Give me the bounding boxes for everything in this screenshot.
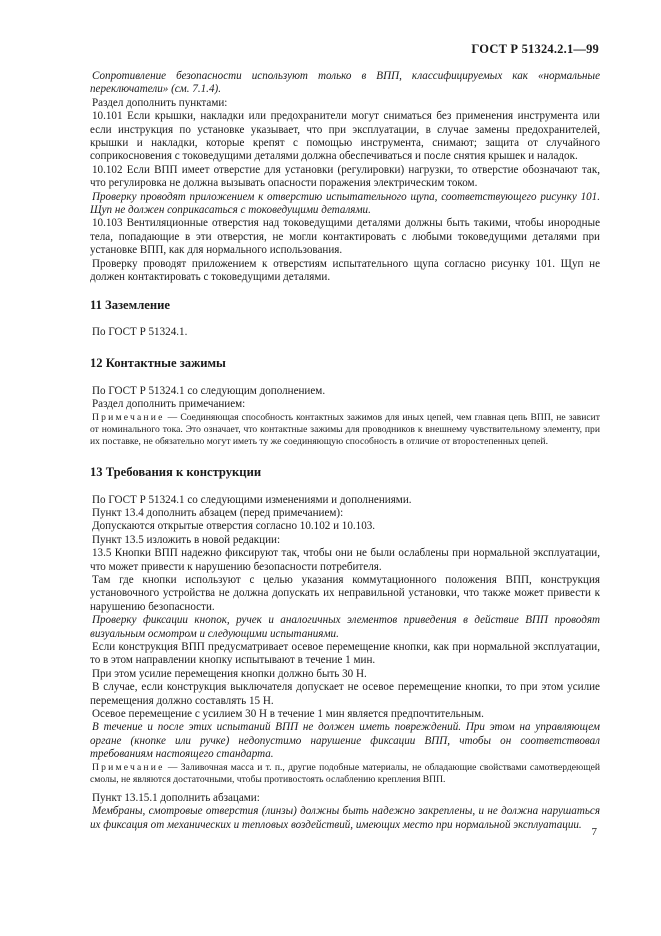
paragraph: Пункт 13.5 изложить в новой редакции: bbox=[92, 533, 281, 546]
paragraph: Раздел дополнить примечанием: bbox=[92, 398, 246, 411]
document-body bbox=[90, 70, 600, 832]
paragraph: По ГОСТ Р 51324.1. bbox=[92, 325, 188, 338]
paragraph: 10.101 Если крышки, накладки или предохранители могут сниматься без применения инструмента или если инструкция по установке указывает, что при эксплуатации, в случае замены предохранителей, крышки и накладки, которые крепят с помощью инструмента, снимают; защита от случайного соприкосновения с токоведущими деталями должна обеспечиваться и после снятия крышек и наладок. bbox=[90, 110, 600, 163]
paragraph: Мембраны, смотровые отверстия (линзы) должны быть надежно закреплены, и не должна нарушаться их фиксация от механических и тепловых воздействий, имеющих место при нормальной эксплуатации. bbox=[90, 805, 600, 831]
note-text: — Соединяющая способность контактных зажимов для иных цепей, чем главная цепь ВПП, не зависит от номинального тока. Это означает, что контактные зажимы для проводников к внешнему чувствительному элементу, при их поставке, не обязательно могут иметь ту же соединяющую способность в отличие от второстепенных цепей. bbox=[90, 411, 600, 447]
paragraph: Пункт 13.4 дополнить абзацем (перед примечанием): bbox=[92, 506, 344, 519]
paragraph: Там где кнопки используют с целью указания коммутационного положения ВПП, конструкция установочного устройства не должна допускать их неправильной установки, что также может привести к нарушению безопасности. bbox=[90, 573, 600, 613]
paragraph: В течение и после этих испытаний ВПП не должен иметь повреждений. При этом на управляющем органе (кнопке или ручке) недопустимо нарушение фиксации ВПП, чтобы он соответствовал требованиям настоящего стандарта. bbox=[90, 721, 600, 761]
paragraph: Проверку проводят приложением к отверстию испытательного щупа, соответствующего рисунку 101. Щуп не должен соприкасаться с токоведущими деталями. bbox=[90, 190, 600, 217]
section-heading-13: 13 Требования к конструкции bbox=[90, 465, 262, 480]
paragraph: 10.103 Вентиляционные отверстия над токоведущими деталями должны быть такими, чтобы инородные тела, попадающие в эти отверстия, не могли контактировать с любыми токоведущими деталями при установке ВПП, как для нормального использования. bbox=[90, 217, 600, 257]
page-header: ГОСТ Р 51324.2.1—99 bbox=[471, 42, 599, 56]
section-heading-11: 11 Заземление bbox=[90, 297, 170, 312]
note-label: Примечание bbox=[92, 761, 165, 773]
note bbox=[90, 412, 600, 449]
paragraph: По ГОСТ Р 51324.1 со следующим дополнением. bbox=[92, 384, 326, 397]
note bbox=[90, 762, 600, 786]
paragraph: Допускаются открытые отверстия согласно 10.102 и 10.103. bbox=[92, 520, 376, 533]
paragraph: Пункт 13.15.1 дополнить абзацами: bbox=[92, 792, 260, 805]
paragraph: 10.102 Если ВПП имеет отверстие для установки (регулировки) нагрузки, то отверстие обозначают так, что регулировка не должна вызывать опасности поражения электрическим током. bbox=[90, 163, 600, 190]
paragraph: При этом усилие перемещения кнопки должно быть 30 Н. bbox=[92, 667, 367, 680]
paragraph: В случае, если конструкция выключателя допускает не осевое перемещение кнопки, то при этом усилие перемещения должно составлять 15 Н. bbox=[90, 681, 600, 707]
paragraph: Сопротивление безопасности используют только в ВПП, классифицируемых как «нормальные переключатели» (см. 7.1.4). bbox=[90, 70, 600, 96]
note-text: — Заливочная масса и т. п., другие подобные материалы, не обладающие свойствами самотвердеющей смолы, не являются достаточными, чтобы противостоять ослаблению крепления ВПП. bbox=[90, 761, 600, 785]
page-number: 7 bbox=[591, 826, 597, 838]
paragraph: Проверку проводят приложением к отверстиям испытательного щупа согласно рисунку 101. Щуп не должен контактировать с токоведущими деталями. bbox=[90, 257, 600, 284]
note-label: Примечание bbox=[92, 411, 165, 423]
paragraph: Раздел дополнить пунктами: bbox=[92, 96, 228, 109]
paragraph: 13.5 Кнопки ВПП надежно фиксируют так, чтобы они не были ослаблены при нормальной эксплуатации, что может привести к нарушению безопасности потребителя. bbox=[90, 547, 600, 573]
paragraph: Проверку фиксации кнопок, ручек и аналогичных элементов приведения в действие ВПП проводят визуальным осмотром и следующими испытаниями. bbox=[90, 614, 600, 640]
paragraph: Если конструкция ВПП предусматривает осевое перемещение кнопки, как при нормальной эксплуатации, то в этом направлении кнопку испытывают в течение 1 мин. bbox=[90, 641, 600, 667]
paragraph: Осевое перемещение с усилием 30 Н в течение 1 мин является предпочтительным. bbox=[92, 708, 484, 721]
paragraph: По ГОСТ Р 51324.1 со следующими изменениями и дополнениями. bbox=[92, 493, 412, 506]
section-heading-12: 12 Контактные зажимы bbox=[90, 356, 226, 371]
